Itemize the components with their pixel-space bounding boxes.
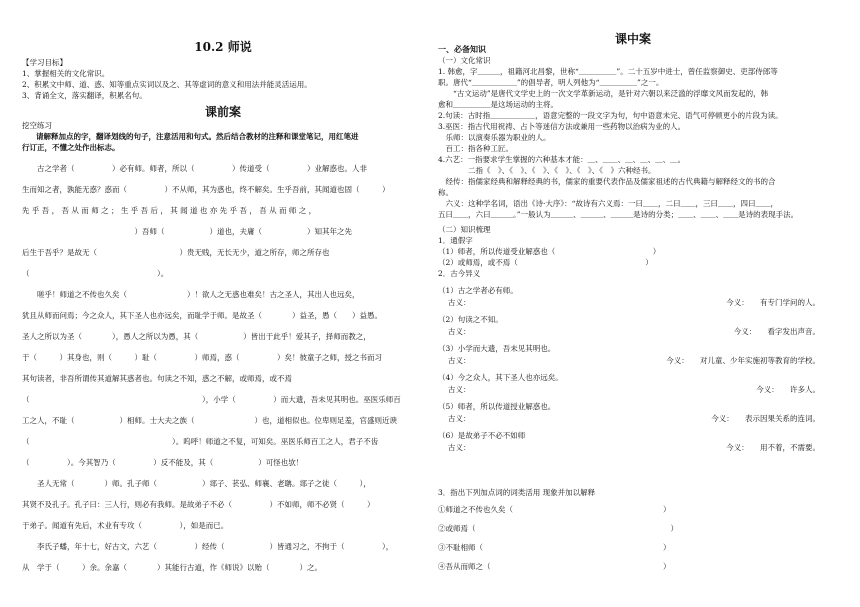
gujin-old: 古义： [448,327,471,336]
gujin-old: 古义： [448,443,471,452]
passage-line: 后生于吾乎？是故无（ ）贵无贱，无长无少，道之所存，师之所存也 [22,248,330,257]
culture-line: 愈和＿＿＿＿＿是这场运动的主将。 [438,100,558,109]
culture-line: 1. 韩愈，字＿＿＿，祖籍河北昌黎，世称“＿＿＿＿＿”。二十五岁中进士，曾任监察御史、吏部侍郎等 [438,67,778,76]
passage-line: 其贤不及孔子。孔子曰：三人行，则必有我师。是故弟子不必（ ）不如师，师不必贤（ ） [22,500,375,509]
knowledge-section [438,224,840,279]
passage-line: 嗟乎！师道之不传也久矣（ ）！欲人之无惑也难矣！古之圣人，其出人也远矣， [22,290,360,299]
goal-item: 2、积累文中师、道、惑、知等重点实词以及之、其等虚词的意义和用法并能灵活运用。 [22,80,312,89]
goal-item: 1、掌握相关的文化常识。 [22,69,110,78]
culture-line: 职。唐代“＿＿＿＿＿＿”的倡导者，明人列他为“＿＿＿＿＿”之一。 [438,78,664,87]
inclass-title: 课中案 [614,32,651,46]
culture-line: 二指《 》、《 》、《 》、《 》、《 》、《 》六种经书。 [438,166,656,175]
gujin-question: （4）今之众人，其下圣人也亦远矣。 [438,373,563,382]
gujin-old: 古义： [448,356,471,365]
passage-line: 圣人无常（ ）师。孔子师（ ）郯子、苌弘、师襄、老聃。郯子之徒（ ）， [22,479,371,488]
section-heading: 一、必备知识 [438,44,486,54]
gujin-new: 今义： 有专门学问的人。 [726,298,820,307]
tongjia-item: （1）师者，所以传道受业解惑也（ ） [438,247,661,256]
exercise-label: 挖空练习 [22,121,52,130]
culture-section [438,44,840,220]
gujin-item [438,313,840,338]
gujin-new: 今义： 表示因果关系的连词。 [711,414,820,423]
gujin-item [438,400,840,425]
passage-line: 于弟子。闻道有先后，术业有专攻（ ），如是而已。 [22,521,229,530]
passage-line: 古之学者（ ）必有师。师者，所以（ ）传道受（ ）业解惑也。人非 [22,164,367,173]
gujin-header: 2．古今异义 [438,269,481,278]
passage-line: 李氏子蟠，年十七，好古文，六艺（ ）经传（ ）皆通习之，不拘于（ ）， [22,542,394,551]
passage-line: 其句读者，非吾所谓传其道解其惑者也。句读之不知，惑之不解，或师焉，或不焉 [22,374,292,383]
goal-item: 3、背诵全文，落实翻译，积累名句。 [22,91,147,100]
tongjia-header: 1．通假字 [438,236,473,245]
gujin-item [438,429,840,454]
culture-line: 2.句读：古时指＿＿＿＿＿＿，语意完整的一段文字为句，句中语意未完、语气可停顿更小的片段为读。 [438,111,783,120]
instruction-line: 请解释加点的字，翻译划线的句子，注意活用和句式。然后结合教材的注释和课堂笔记，用红笔进 [36,132,359,141]
huoyong-item: ②或师焉（ ） [438,524,678,533]
gujin-question: （3）小学而大遗，吾未见其明也。 [438,344,556,353]
passage [22,158,424,578]
huoyong-item: ③不耻相师（ ） [438,543,671,552]
passage-line: （ ）。今其智乃（ ）反不能及，其（ ）可怪也欤！ [22,458,304,467]
gujin-old: 古义： [448,298,471,307]
passage-line: 生而知之者，孰能无惑？惑而（ ）不从师，其为惑也，终不解矣。生乎吾前，其闻道也固（ ） [22,185,390,194]
tongjia-item: （2）或师焉，或不焉（ ） [438,258,653,267]
gujin-old: 古义： [448,414,471,423]
preclass-title: 课前案 [204,105,241,119]
culture-line: 3.巫医：指古代用祝祷、占卜等迷信方法或兼用一些药物以治病为业的人。 [438,122,686,131]
huoyong-item: ①师道之不传也久矣（ ） [438,505,671,514]
culture-line: 4.六艺：一指要求学生掌握的六种基本才能：＿、＿＿、＿、＿、＿、＿。 [438,155,686,164]
gujin-item [438,342,840,367]
culture-line: 经传：指儒家经典和解释经典的书，儒家的重要代表作品及儒家祖述的古代典籍与解释经文的书的合 [438,177,776,186]
gujin-list [438,284,840,454]
passage-line: （ ），小学（ ）而大遗，吾未见其明也。巫医乐师百 [22,395,401,404]
passage-line: （ ）。 [22,269,169,278]
huoyong-section [438,486,840,576]
gujin-question: （5）师者，所以传道授业解惑也。 [438,402,556,411]
culture-line: “古文运动”是唐代文学史上的一次文学革新运动，是针对六朝以来泛滥的浮靡文风而发起的，韩 [438,89,769,98]
gujin-item [438,371,840,396]
culture-line: 五曰＿＿，六曰＿＿＿。”一般认为＿＿＿、＿＿＿、＿＿＿是诗的分类；＿＿、＿＿、＿＿是诗的表现手法。 [438,210,799,219]
passage-line: （ ）。呜呼！师道之不复，可知矣。巫医乐师百工之人，君子不齿 [22,437,379,446]
gujin-question: （1）古之学者必有师。 [438,286,518,295]
gujin-item [438,284,840,309]
gujin-new: 今义： 许多人。 [756,385,820,394]
passage-line: 圣人之所以为圣（ ），愚人之所以为愚，其（ ）皆出于此乎！爱其子，择师而教之， [22,332,371,341]
culture-line: 六义：这种学名词，语出《诗·大序》：“故诗有六义焉：一曰＿＿，二曰＿＿，三曰＿＿，四曰＿＿， [438,199,778,208]
exercise-intro [22,120,424,153]
gujin-question: （6）是故弟子不必不如师 [438,431,526,440]
culture-line: 百工：指各种工匠。 [438,144,513,153]
huoyong-item: ④吾从而师之（ ） [438,562,671,571]
gujin-question: （2）句读之不知。 [438,315,503,324]
passage-line: 先 乎 吾 ， 吾 从 而 师 之 ； 生 乎 吾 后 ， 其 闻 道 也 亦 先 乎 吾 ， 吾 从 而 师 之 ， [22,206,317,215]
instruction-line: 行订正，不懂之处作出标志。 [22,143,120,152]
passage-line: 于（ ）其身也，则（ ）耻（ ）师焉，惑（ ）矣！彼童子之师，授之书而习 [22,353,382,362]
gujin-new: 今义： 对儿童、少年实施初等教育的学校。 [666,356,820,365]
passage-line: 从 学于（ ）余。余嘉（ ）其能行古道，作《师说》以贻（ ）之。 [22,563,322,572]
culture-line: 乐师：以演奏乐器为职业的人。 [438,133,551,142]
gujin-old: 古义： [448,385,471,394]
goals-header: 【学习目标】 [22,58,67,67]
culture-line: 称。 [438,188,453,197]
learning-goals [22,57,424,101]
huoyong-header: 3．指出下列加点词的词类活用 现象并加以解释 [438,488,596,497]
passage-line: 犹且从师而问焉；今之众人，其下圣人也亦远矣，而耻学于师。是故圣（ ）益圣，愚（ ）益愚。 [22,311,382,320]
gujin-new: 今义： 看字发出声音。 [733,327,820,336]
subsection-heading: （二）知识梳理 [438,225,491,234]
passage-line: 工之人，不耻（ ）相师。士大夫之族（ ）也，道相似也。位卑则足羞，官盛则近谀 [22,416,397,425]
lesson-title: 10.2 师说 [194,40,252,54]
passage-line: ）吾师（ ）道也，夫庸（ ）知其年之先 [22,227,352,236]
subsection-heading: （一）文化常识 [438,56,491,65]
gujin-new: 今义： 用不着，不需要。 [726,443,820,452]
